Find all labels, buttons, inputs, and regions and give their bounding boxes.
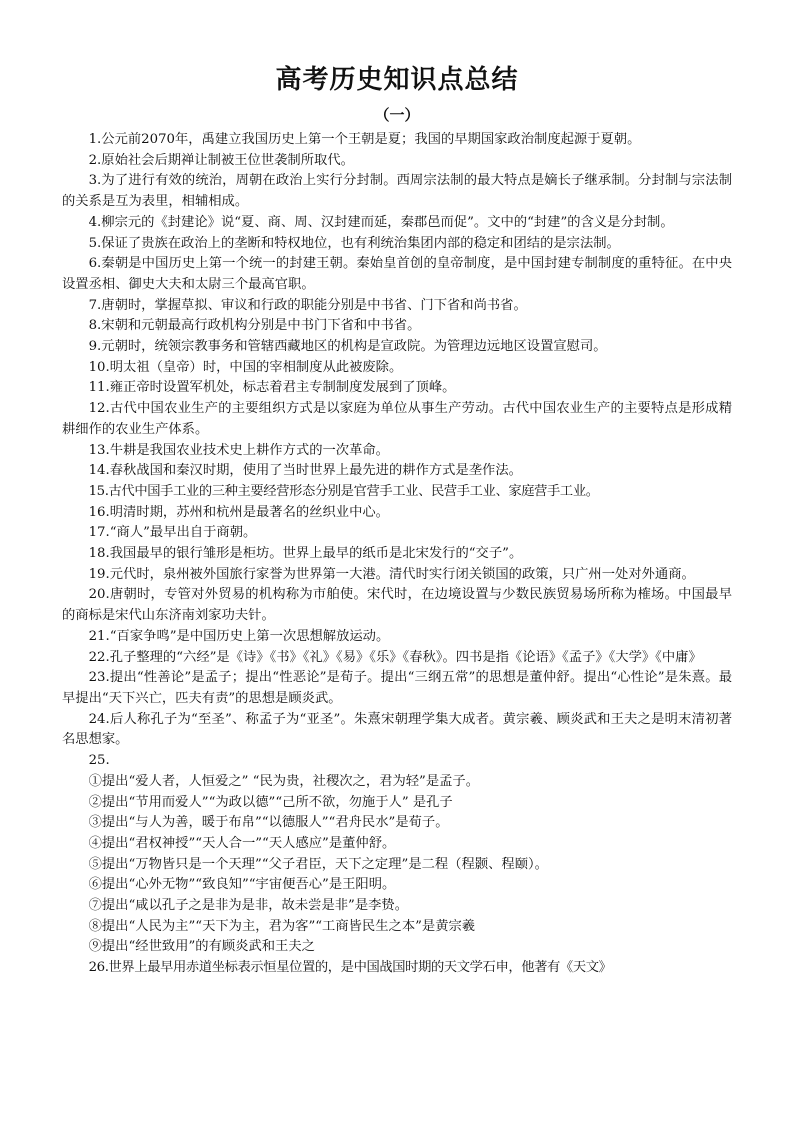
paragraph-18: 18.我国最早的银行雏形是柜坊。世界上最早的纸币是北宋发行的“交子”。	[88, 546, 523, 562]
list-item-9: ⑨提出“经世致用”的有顾炎武和王夫之	[88, 939, 315, 955]
paragraph-9: 9.元朝时，统领宗教事务和管辖西藏地区的机构是宣政院。为管理边远地区设置宣慰司。	[88, 339, 607, 355]
paragraph-1: 1.公元前2070年，禹建立我国历史上第一个王朝是夏；我国的早期国家政治制度起源于夏朝。	[88, 132, 641, 147]
paragraph-14: 14.春秋战国和秦汉时期，使用了当时世界上最先进的耕作方式是垄作法。	[88, 463, 522, 479]
list-item-8: ⑧提出“人民为主”“天下为主，君为客”“工商皆民生之本”是黄宗羲	[88, 918, 476, 934]
paragraph-4: 4.柳宗元的《封建论》说“夏、商、周、汉封建而延，秦郡邑而促”。文中的“封建”的含义是分封制。	[88, 214, 674, 230]
list-item-6: ⑥提出“心外无物”“致良知”“宇宙便吾心”是王阳明。	[88, 877, 396, 893]
paragraph-19: 19.元代时，泉州被外国旅行家誉为世界第一大港。清代时实行闭关锁国的政策，只广州一处对外通商。	[88, 566, 695, 582]
paragraph-16: 16.明清时期，苏州和杭州是最著名的丝织业中心。	[88, 504, 389, 520]
paragraph-17: 17.“商人”最早出自于商朝。	[88, 525, 257, 541]
paragraph-13: 13.牛耕是我国农业技术史上耕作方式的一次革命。	[88, 442, 389, 458]
paragraph-2: 2.原始社会后期禅让制被王位世袭制所取代。	[88, 152, 354, 168]
paragraph-7: 7.唐朝时，掌握草拟、审议和行政的职能分别是中书省、门下省和尚书省。	[88, 297, 527, 313]
paragraph-8: 8.宋朝和元朝最高行政机构分别是中书门下省和中书省。	[88, 318, 421, 334]
paragraph-11: 11.雍正帝时设置军机处，标志着君主专制制度发展到了顶峰。	[88, 380, 456, 396]
document-body	[62, 130, 732, 979]
paragraph-12: 12.古代中国农业生产的主要组织方式是以家庭为单位从事生产劳动。古代中国农业生产的主要特点是形成精耕细作的农业生产体系。	[62, 401, 732, 437]
paragraph-22: 22.孔子整理的“六经”是《诗》《书》《礼》《易》《乐》《春秋》。四书是指《论语》《孟子》《大学》《中庸》	[88, 649, 702, 665]
list-item-7: ⑦提出“咸以孔子之是非为是非，故未尝是非”是李贽。	[88, 898, 409, 914]
paragraph-23: 23.提出“性善论”是孟子；提出“性恶论”是荀子。提出“三纲五常”的思想是董仲舒。提出“心性论”是朱熹。最早提出“天下兴亡，匹夫有责”的思想是顾炎武。	[62, 670, 732, 706]
paragraph-5: 5.保证了贵族在政治上的垄断和特权地位，也有利统治集团内部的稳定和团结的是宗法制。	[88, 235, 620, 251]
paragraph-25-heading: 25.	[88, 753, 110, 769]
paragraph-21: 21.“百家争鸣”是中国历史上第一次思想解放运动。	[88, 628, 390, 644]
list-item-1: ①提出“爱人者，人恒爱之” “民为贵，社稷次之，君为轻”是孟子。	[88, 773, 480, 789]
paragraph-3: 3.为了进行有效的统治，周朝在政治上实行分封制。西周宗法制的最大特点是嫡长子继承制。分封制与宗法制的关系是互为表里，相辅相成。	[62, 173, 732, 210]
list-item-3: ③提出“与人为善，暖于布帛”“以德服人”“君舟民水”是荀子。	[88, 815, 449, 831]
paragraph-10: 10.明太祖（皇帝）时，中国的宰相制度从此被废除。	[88, 359, 403, 375]
paragraph-6: 6.秦朝是中国历史上第一个统一的封建王朝。秦始皇首创的皇帝制度，是中国封建专制制度的重特征。在中央设置丞相、御史大夫和太尉三个最高官职。	[62, 256, 732, 292]
document-title: 高考历史知识点总结	[275, 65, 519, 95]
document-subtitle: （一）	[374, 106, 420, 124]
paragraph-24: 24.后人称孔子为“至圣”、称孟子为“亚圣”。朱熹宋朝理学集大成者。黄宗羲、顾炎武和王夫之是明末清初著名思想家。	[62, 711, 732, 748]
paragraph-15: 15.古代中国手工业的三种主要经营形态分别是官营手工业、民营手工业、家庭营手工业。	[88, 483, 599, 499]
list-item-4: ④提出“君权神授”“天人合一”“天人感应”是董仲舒。	[88, 835, 396, 851]
paragraph-26: 26.世界上最早用赤道坐标表示恒星位置的，是中国战国时期的天文学石申，他著有《天文》	[88, 960, 612, 976]
paragraph-20: 20.唐朝时，专管对外贸易的机构称为市舶使。宋代时，在边境设置与少数民族贸易场所称为榷场。中国最早的商标是宋代山东济南刘家功夫针。	[62, 587, 732, 624]
list-item-5: ⑤提出“万物皆只是一个天理”“父子君臣，天下之定理”是二程（程颢、程颐）。	[88, 856, 548, 872]
list-item-2: ②提出“节用而爱人”“为政以德”“己所不欲，勿施于人” 是孔子	[88, 794, 453, 810]
